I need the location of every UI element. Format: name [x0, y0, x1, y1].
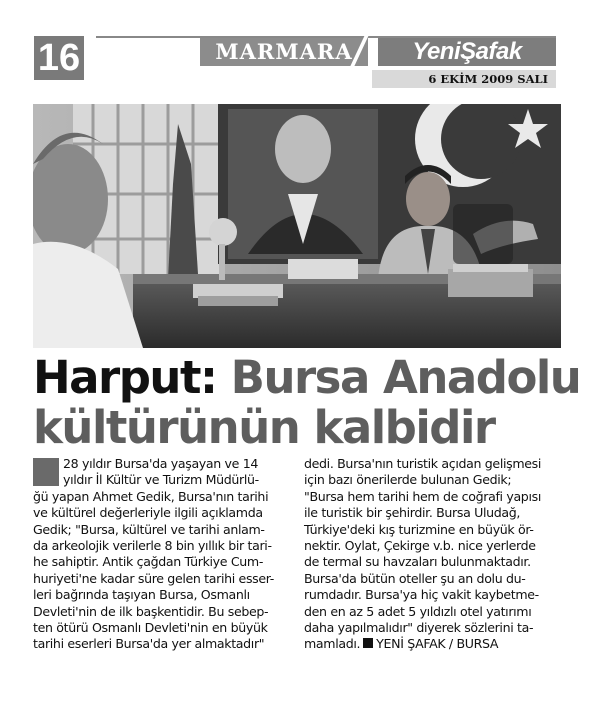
byline: YENİ ŞAFAK / BURSA	[376, 636, 499, 652]
body-line: Gedik; "Bursa, kültürel ve tarihi anlam-	[33, 521, 265, 537]
page-number: 16	[34, 36, 84, 80]
body-line: dedi. Bursa'nın turistik açıdan gelişmesi	[304, 456, 542, 471]
body-line: he sahiptir. Antik çağdan Türkiye Cum-	[33, 554, 264, 570]
body-line: den en az 5 adet 5 yıldızlı otel yatırımı	[304, 603, 532, 619]
body-line: için bazı önerilerde bulunan Gedik;	[304, 472, 512, 488]
photo-office-meeting-icon	[33, 104, 561, 348]
end-mark-square	[363, 638, 373, 648]
body-line: daha yapılmalıdır" diyerek sözlerini ta-	[304, 619, 534, 635]
body-column-2	[304, 456, 562, 653]
headline-rest: Bursa Anadolu	[230, 351, 581, 404]
body-line-last	[304, 636, 562, 652]
body-line: de termal su havzaları bulunmaktadır.	[304, 554, 531, 570]
news-photo	[33, 104, 561, 348]
headline-line-1	[33, 351, 581, 404]
section-title: MARMARA	[200, 38, 368, 66]
body-column-1	[33, 456, 295, 653]
body-line-end-text: mamladı.	[304, 636, 361, 652]
headline-line-2: kültürünün kalbidir	[33, 401, 495, 454]
issue-date: 6 EKİM 2009 SALI	[428, 72, 548, 86]
body-line: 28 yıldır Bursa'da yaşayan ve 14	[63, 456, 259, 471]
body-line: "Bursa hem tarihi hem de coğrafi yapısı	[304, 488, 541, 504]
body-line: yıldır İl Kültür ve Turizm Müdürlü-	[63, 472, 259, 488]
body-line: ile turistik bir şehirdir. Bursa Uludağ,	[304, 505, 521, 521]
body-line: ten ötürü Osmanlı Devleti'nin en büyük	[33, 619, 268, 635]
body-line: Bursa'da bütün oteller şu an dolu du-	[304, 570, 526, 586]
headline-lead: Harput:	[33, 351, 217, 404]
body-line: ve kültürel değerleriyle ilgili açıklamda	[33, 505, 263, 521]
body-line: Türkiye'deki kış turizmine en büyük ör-	[304, 521, 534, 537]
body-line: da arkeolojik verilerle 8 bin yıllık bir tari-	[33, 537, 272, 553]
body-line: huriyeti'ne kadar süre gelen tarihi esser-	[33, 570, 274, 586]
body-line: Devleti'nin de ilk başkentidir. Bu sebep-	[33, 603, 269, 619]
body-line: tarihi eserleri Bursa'da yer almaktadır"	[33, 636, 265, 652]
body-line: rumdadır. Bursa'ya hiç vakit kaybetme-	[304, 587, 539, 603]
body-line: leri bağrında taşıyan Bursa, Osmanlı	[33, 587, 250, 603]
body-line: ğü yapan Ahmet Gedik, Bursa'nın tarihi	[33, 488, 269, 504]
newspaper-logo: YeniŞafak	[378, 38, 556, 66]
body-line: nektir. Oylat, Çekirge v.b. nice yerlerde	[304, 537, 536, 553]
